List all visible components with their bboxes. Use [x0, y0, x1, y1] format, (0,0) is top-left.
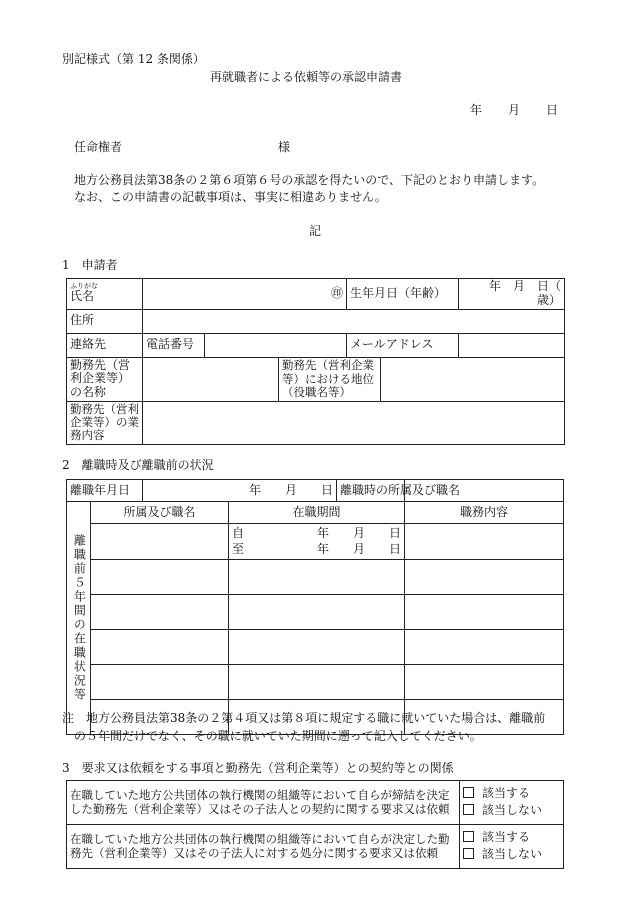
contract-not-applies-checkbox[interactable]: [463, 804, 560, 818]
employer-name-label: 勤務先（営利企業等）の名称: [67, 357, 143, 401]
retire-post-label: 離職時の所属及び職名: [337, 480, 405, 502]
date-year-label: 年: [470, 103, 483, 117]
option-label: 該当する: [482, 786, 531, 801]
name-field[interactable]: [143, 279, 347, 310]
period-to-label: 至: [232, 541, 245, 556]
checkbox-icon: [463, 831, 474, 842]
history-side-label: 離職前５年間の在職状況等: [72, 534, 87, 702]
employer-business-label: 勤務先（営利企業等）の業務内容: [67, 401, 143, 444]
disposition-applies-checkbox[interactable]: [463, 831, 560, 845]
checkbox-icon: [463, 848, 474, 859]
checkbox-icon: [463, 804, 474, 815]
disposition-not-applies-checkbox[interactable]: [463, 848, 560, 862]
history-duties-field[interactable]: [405, 560, 564, 595]
contract-request-text: 在職していた地方公共団体の執行機関の組織等において自らが締結を決定した勤務先（営利企業等）又はその子法人との契約に関する要求又は依頼: [67, 781, 460, 825]
history-duties-field[interactable]: [405, 630, 564, 665]
history-period-field[interactable]: [229, 665, 405, 700]
history-dept-field[interactable]: [91, 665, 229, 700]
option-label: 該当する: [482, 830, 531, 845]
dob-label: 生年月日（年齢）: [347, 279, 459, 310]
furigana-label: ふりがな: [70, 282, 98, 291]
history-period-field[interactable]: [229, 595, 405, 630]
email-label: メールアドレス: [347, 333, 459, 357]
period-from-ymd: 年 月 日: [317, 525, 402, 540]
address-label: 住所: [67, 309, 143, 333]
period-to-ymd: 年 月 日: [317, 541, 402, 556]
history-period-field[interactable]: [229, 524, 405, 560]
period-from-label: 自: [232, 525, 245, 540]
history-dept-field[interactable]: [91, 560, 229, 595]
email-field[interactable]: [459, 333, 565, 357]
employer-name-field[interactable]: [143, 357, 279, 401]
name-label: 氏名: [70, 289, 95, 304]
employer-business-field[interactable]: [143, 401, 565, 444]
section3-heading: 3 要求又は依頼をする事項と勤務先（営利企業等）との契約等との関係: [62, 761, 454, 775]
phone-field[interactable]: [205, 333, 347, 357]
relationship-table: [66, 780, 564, 869]
retire-date-label: 離職年月日: [67, 480, 143, 502]
contract-applies-checkbox[interactable]: [463, 787, 560, 801]
section1-heading: 1 申請者: [62, 258, 118, 272]
disposition-request-options: [460, 825, 564, 869]
seal-mark: ㊞: [331, 285, 344, 300]
history-dept-field[interactable]: [91, 630, 229, 665]
disposition-request-text: 在職していた地方公共団体の執行機関の組織等において自らが決定した勤務先（営利企業等）又はその子法人に対する処分に関する要求又は依頼: [67, 825, 460, 869]
col-period-header: 在職期間: [229, 502, 405, 524]
history-dept-field[interactable]: [91, 595, 229, 630]
option-label: 該当しない: [482, 847, 543, 861]
date-month-label: 月: [508, 103, 521, 117]
option-label: 該当しない: [482, 803, 543, 817]
employer-position-label: 勤務先（営利企業等）における地位（役職名等）: [279, 357, 381, 401]
form-reference: 別記様式（第 12 条関係）: [62, 52, 205, 66]
employment-history-table: [66, 479, 564, 735]
page-title: 再就職者による依頼等の承認申請書: [210, 70, 403, 84]
history-side-label-cell: [67, 502, 91, 735]
checkbox-icon: [463, 787, 474, 798]
name-label-cell: [67, 279, 143, 310]
history-duties-field[interactable]: [405, 524, 564, 560]
section2-heading: 2 離職時及び離職前の状況: [62, 458, 214, 472]
appointer-label: 任命権者: [74, 140, 123, 154]
intro-line-2: なお、この申請書の記載事項は、事実に相違ありません。: [74, 190, 387, 204]
employer-position-field[interactable]: [381, 357, 565, 401]
address-field[interactable]: [143, 309, 565, 333]
intro-line-1: 地方公務員法第38条の２第６項第６号の承認を得たいので、下記のとおり申請します。: [74, 173, 545, 187]
col-dept-header: 所属及び職名: [91, 502, 229, 524]
history-duties-field[interactable]: [405, 595, 564, 630]
applicant-table: [66, 278, 586, 445]
dob-field[interactable]: 年 月 日（ 歳）: [459, 279, 565, 310]
contract-request-options: [460, 781, 564, 825]
note-line-2: の５年間だけでなく、その職に就いていた期間に遡って記入してください。: [74, 729, 482, 743]
retire-date-field[interactable]: 年 月 日: [143, 480, 337, 502]
history-dept-field[interactable]: [91, 524, 229, 560]
ki-label: 記: [309, 224, 322, 238]
note-line-1: 注 地方公務員法第38条の２第４項又は第８項に規定する職に就いていた場合は、離職前: [62, 711, 546, 725]
phone-label: 電話番号: [143, 333, 205, 357]
history-duties-field[interactable]: [405, 665, 564, 700]
date-day-label: 日: [546, 103, 559, 117]
honorific-label: 様: [278, 140, 291, 154]
history-period-field[interactable]: [229, 560, 405, 595]
col-duties-header: 職務内容: [405, 502, 564, 524]
history-period-field[interactable]: [229, 630, 405, 665]
contact-label: 連絡先: [67, 333, 143, 357]
